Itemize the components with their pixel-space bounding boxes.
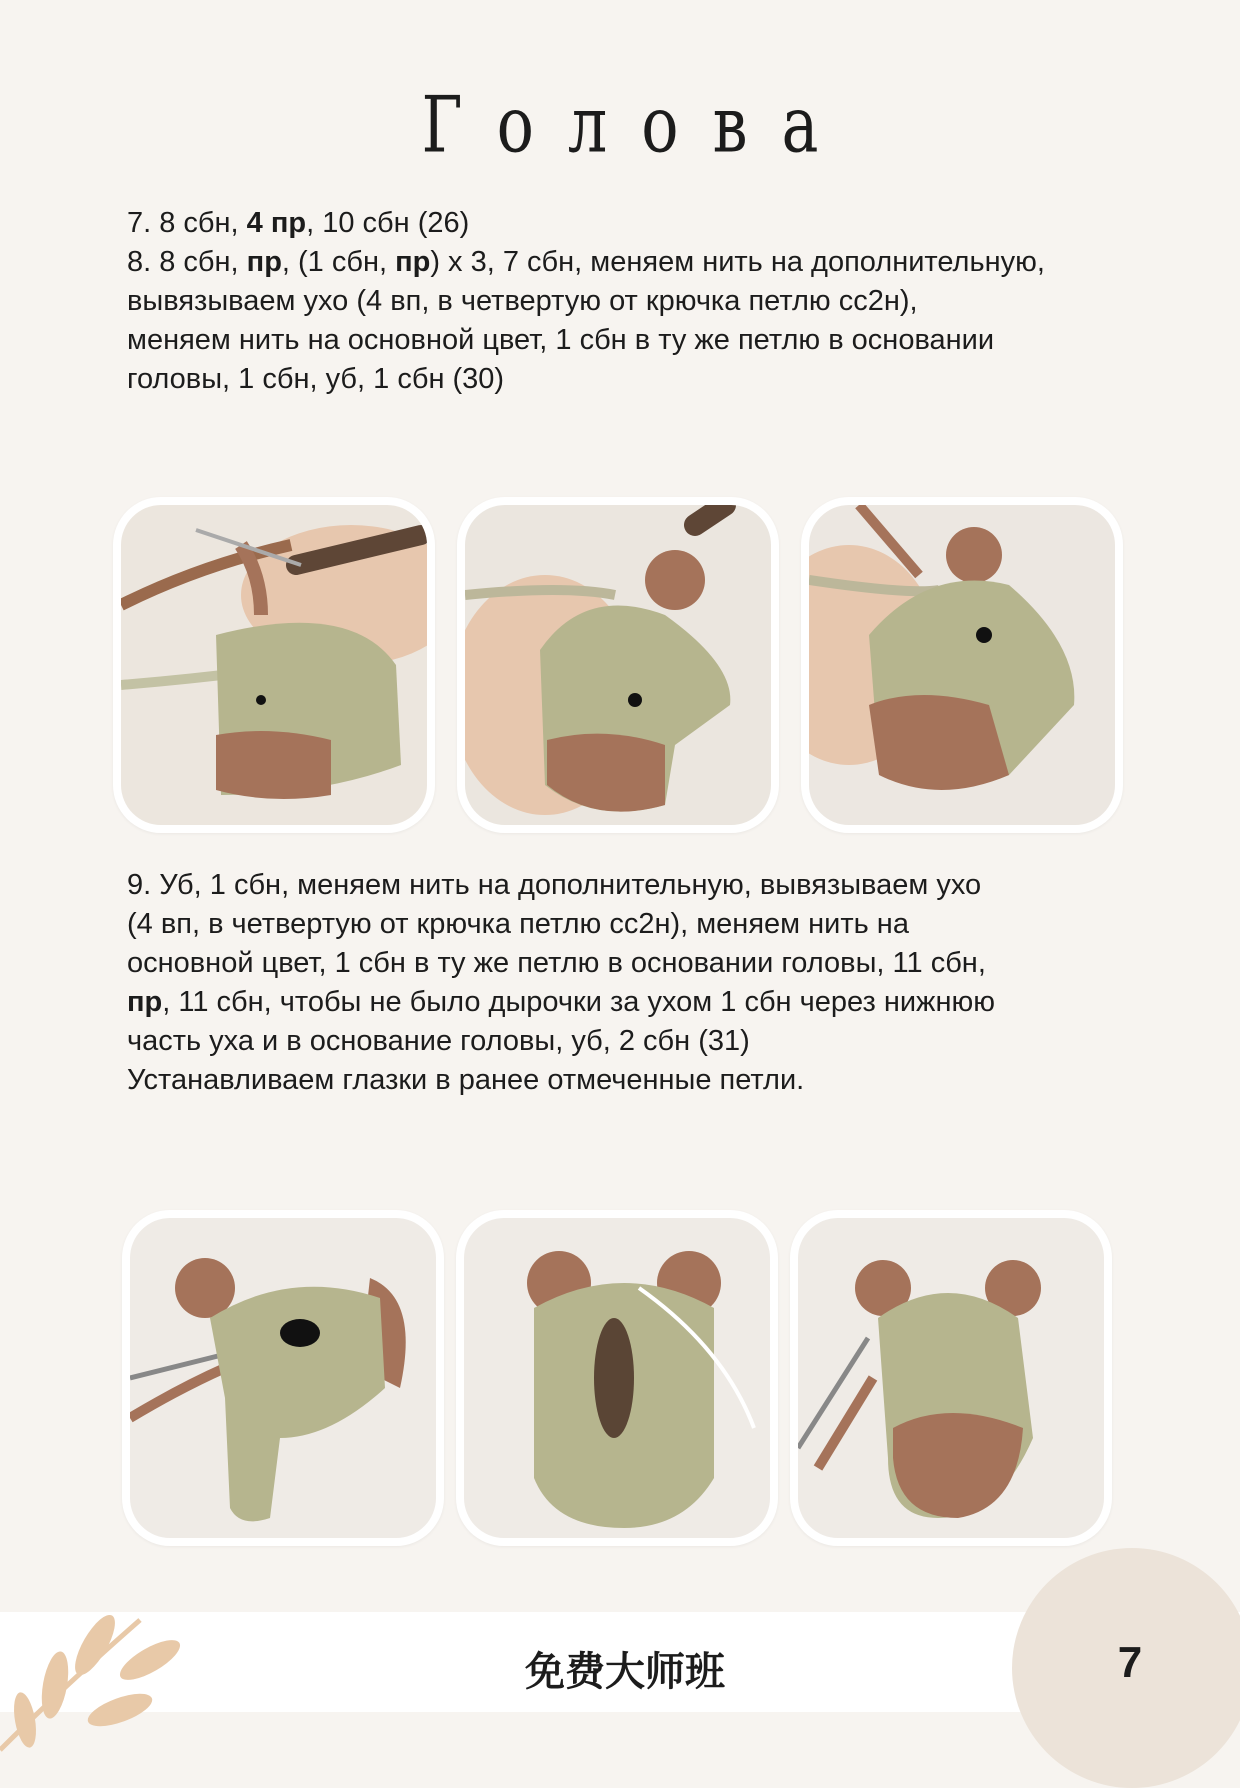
crochet-photo (130, 1218, 436, 1538)
photo-step9-side (122, 1210, 444, 1546)
footer-title: 免费大师班 (525, 1649, 725, 1695)
step-7-text: 7. 8 сбн, (127, 207, 247, 239)
photo-step9-front (790, 1210, 1112, 1546)
step-9-line-4-text: , 11 сбн, чтобы не было дырочки за ухом 1 сбн через нижнюю (162, 986, 995, 1018)
crochet-photo (465, 505, 771, 825)
instructions-step-7-8 (127, 204, 1127, 399)
step-7-text-end: , 10 сбн (26) (306, 207, 470, 239)
step-8-text-mid: , (1 сбн, (281, 246, 396, 278)
step-9-line-3: основной цвет, 1 сбн в ту же петлю в основании головы, 11 сбн, (127, 947, 986, 979)
page-number: 7 (1117, 1638, 1143, 1687)
crochet-photo (809, 505, 1115, 825)
step-8-bold-2: пр (395, 246, 431, 278)
step-9-bold: пр (127, 986, 163, 1018)
crochet-photo (121, 505, 427, 825)
crochet-photo (798, 1218, 1104, 1538)
step-9-line-6: Устанавливаем глазки в ранее отмеченные петли. (127, 1064, 805, 1096)
photo-step9-back (456, 1210, 778, 1546)
photo-row-step-9 (113, 1210, 1133, 1546)
step-8-text-end: ) х 3, 7 сбн, меняем нить на дополнительную, (430, 246, 1045, 278)
step-9-line-5: часть уха и в основание головы, уб, 2 сбн (31) (127, 1025, 750, 1057)
step-9-line-4 (127, 983, 1127, 1022)
step-8-line-1 (127, 243, 1127, 282)
step-8-text: 8. 8 сбн, (127, 246, 247, 278)
photo-step8-ear-begun (457, 497, 779, 833)
step-9-line-1: 9. Уб, 1 сбн, меняем нить на дополнительную, вывязываем ухо (127, 869, 982, 901)
step-8-line-4: головы, 1 сбн, уб, 1 сбн (30) (127, 363, 505, 395)
instructions-step-9 (127, 866, 1127, 1100)
photo-row-step-8 (113, 497, 1133, 833)
step-8-line-2: вывязываем ухо (4 вп, в четвертую от крючка петлю сс2н), (127, 285, 918, 317)
page-title: Голова (421, 78, 853, 171)
photo-step8-hook-ear (113, 497, 435, 833)
step-8-line-3: меняем нить на основной цвет, 1 сбн в ту же петлю в основании (127, 324, 995, 356)
step-9-line-2: (4 вп, в четвертую от крючка петлю сс2н), меняем нить на (127, 908, 909, 940)
step-7-bold: 4 пр (246, 207, 307, 239)
step-7-line (127, 204, 1127, 243)
step-8-bold: пр (246, 246, 282, 278)
crochet-photo (464, 1218, 770, 1538)
photo-step8-ear-done (801, 497, 1123, 833)
